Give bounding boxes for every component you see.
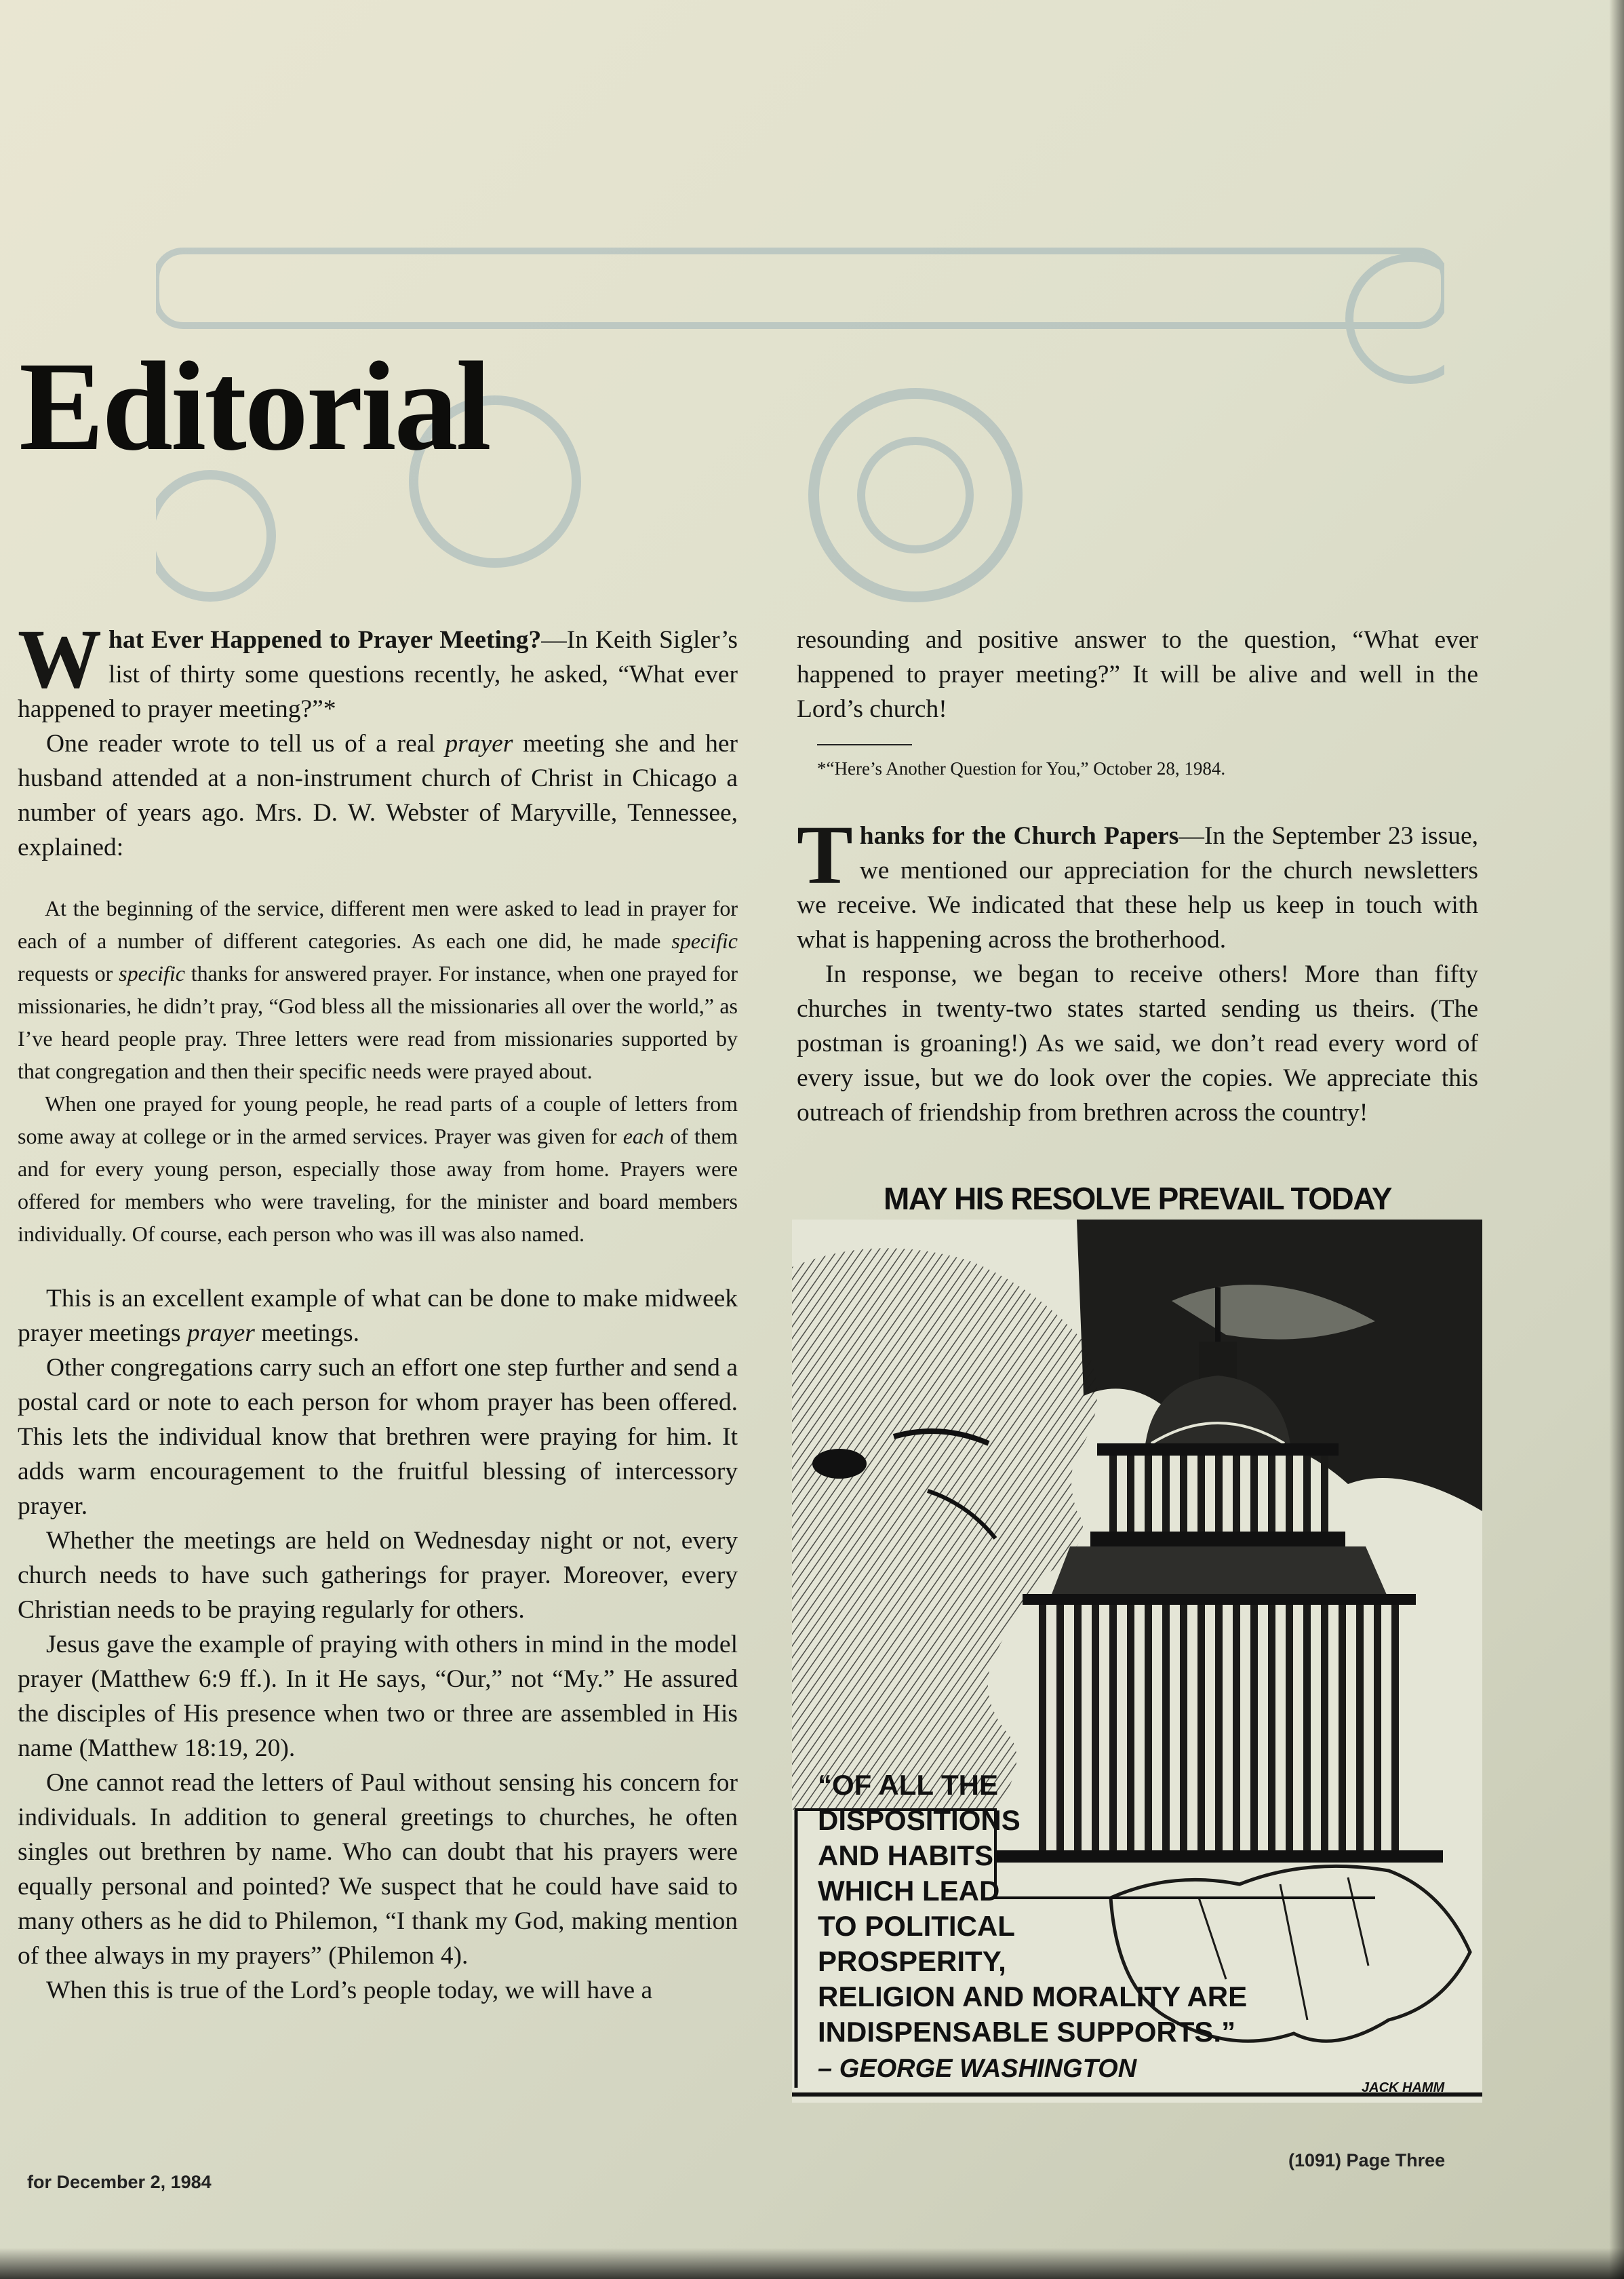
emphasis: prayer — [445, 730, 513, 758]
caption-line: DISPOSITIONS — [818, 1804, 1021, 1836]
emphasis: prayer — [186, 1319, 255, 1347]
page-edge-shadow — [1609, 0, 1624, 2279]
caption-line: PROSPERITY, — [818, 1945, 1006, 1977]
article2-dropcap: T — [797, 809, 853, 901]
page-bottom-shadow — [0, 2248, 1624, 2279]
article1-continuation: resounding and positive answer to the question, “What ever happened to prayer meeting?” It will be alive and well in the Lord’s church! — [797, 626, 1478, 723]
masthead-title: Editorial — [19, 335, 490, 477]
quoted-letter-paragraph — [18, 892, 738, 1087]
article1-paragraph: When this is true of the Lord’s people today, we will have a — [46, 1976, 653, 2004]
caption-line: TO POLITICAL — [818, 1910, 1015, 1942]
left-column — [18, 612, 738, 2008]
text-run: meeting she and her husband attended at a non-instrument church of Christ in Chicago a number of years ago. Mrs. D. W. Webster of Maryville, Tennessee, explained: — [18, 730, 738, 861]
text-run: of them and for every young person, especially those away from home. Prayers were offered for members who were traveling, for the minister and board members individually. Of course, each person who was ill was also named. — [18, 1124, 738, 1246]
article1-paragraph: Other congregations carry such an effort one step further and send a postal card or note to each person for whom prayer has been offered. This lets the individual know that brethren were praying for him. It adds warm encouragement to the fruitful blessing of intercessory prayer. — [18, 1354, 738, 1520]
emphasis: specific — [119, 961, 185, 986]
caption-line: INDISPENSABLE SUPPORTS.” — [818, 2016, 1236, 2048]
article1-dropcap: W — [18, 612, 102, 705]
caption-line: “OF ALL THE — [818, 1769, 998, 1801]
text-run: meetings. — [254, 1319, 360, 1347]
text-run: thanks for answered prayer. For instance, when one prayed for missionaries, he didn’t pray, “God bless all the missionaries all over the world,” as I’ve heard people pray. Three letters were read from missionaries supported by that congregation and then their specific needs were prayed about. — [18, 961, 738, 1083]
caption-attribution: – GEORGE WASHINGTON — [818, 2054, 1137, 2083]
emphasis: specific — [671, 929, 738, 953]
article1-paragraph: One cannot read the letters of Paul without sensing his concern for individuals. In addition to general greetings to churches, he often singles out brethren by name. Who can doubt that his prayers were equally personal and pointed? We suspect that he could have said to many others as he did to Philemon, “I thank my God, making mention of thee always in my prayers” (Philemon 4). — [18, 1769, 738, 1970]
caption-line: WHICH LEAD — [818, 1875, 1000, 1907]
emphasis: each — [622, 1124, 665, 1148]
article1-paragraph: Whether the meetings are held on Wednesday night or not, every church needs to have such gatherings for prayer. Moreover, every Christian needs to be praying regularly for others. — [18, 1527, 738, 1624]
footnote: *“Here’s Another Question for You,” October 28, 1984. — [817, 758, 1226, 779]
article2-heading: hanks for the Church Papers — [859, 822, 1179, 850]
article2-lead — [797, 809, 1478, 957]
quoted-letter-paragraph — [18, 1087, 738, 1250]
text-run: requests or — [18, 961, 119, 986]
text-run: One reader wrote to tell us of a real — [46, 730, 445, 758]
caption-line: RELIGION AND MORALITY ARE — [818, 1981, 1248, 2012]
text-run: This is an excellent example of what can be done to make midweek prayer meetings — [18, 1285, 738, 1347]
text-run: When one prayed for young people, he read parts of a couple of letters from some away at college or in the armed services. Prayer was given for — [18, 1091, 738, 1148]
footer-date: for December 2, 1984 — [27, 2172, 212, 2192]
text-run: At the beginning of the service, different men were asked to lead in prayer for each of a number of different categories. As each one did, he made — [18, 896, 738, 953]
footnote-divider — [817, 744, 912, 745]
article2-lead-text: —In the September 23 issue, we mentioned our appreciation for the church newsletters we receive. We indicated that these help us keep in touch with what is happening across the brotherhood. — [797, 822, 1478, 954]
article1-paragraph — [18, 726, 738, 865]
cartoon-title: MAY HIS RESOLVE PREVAIL TODAY — [884, 1181, 1391, 1216]
editorial-cartoon — [792, 1220, 1482, 2103]
article1-lead-text: —In Keith Sigler’s list of thirty some questions recently, he asked, “What ever happened to prayer meeting?”* — [18, 626, 738, 723]
cartoon-drawing — [792, 1220, 1482, 2103]
footer-page-number: (1091) Page Three — [1288, 2150, 1446, 2170]
article1-heading: hat Ever Happened to Prayer Meeting? — [108, 626, 542, 654]
article1-paragraph — [18, 1281, 738, 1350]
article1-paragraph: Jesus gave the example of praying with others in mind in the model prayer (Matthew 6:9 ff.). In it He says, “Our,” not “My.” He assured the disciples of His presence when two or three are assembled in His name (Matthew 18:19, 20). — [18, 1631, 738, 1762]
artist-signature: JACK HAMM — [1362, 2080, 1445, 2095]
caption-line: AND HABITS — [818, 1839, 993, 1871]
right-column — [797, 623, 1478, 1130]
article2-paragraph: In response, we began to receive others! More than fifty churches in twenty-two states started sending us theirs. (The postman is groaning!) As we said, we don’t read every word of every issue, but we do look over the copies. We appreciate this outreach of friendship from brethren across the country! — [797, 960, 1478, 1127]
article1-lead — [18, 612, 738, 726]
